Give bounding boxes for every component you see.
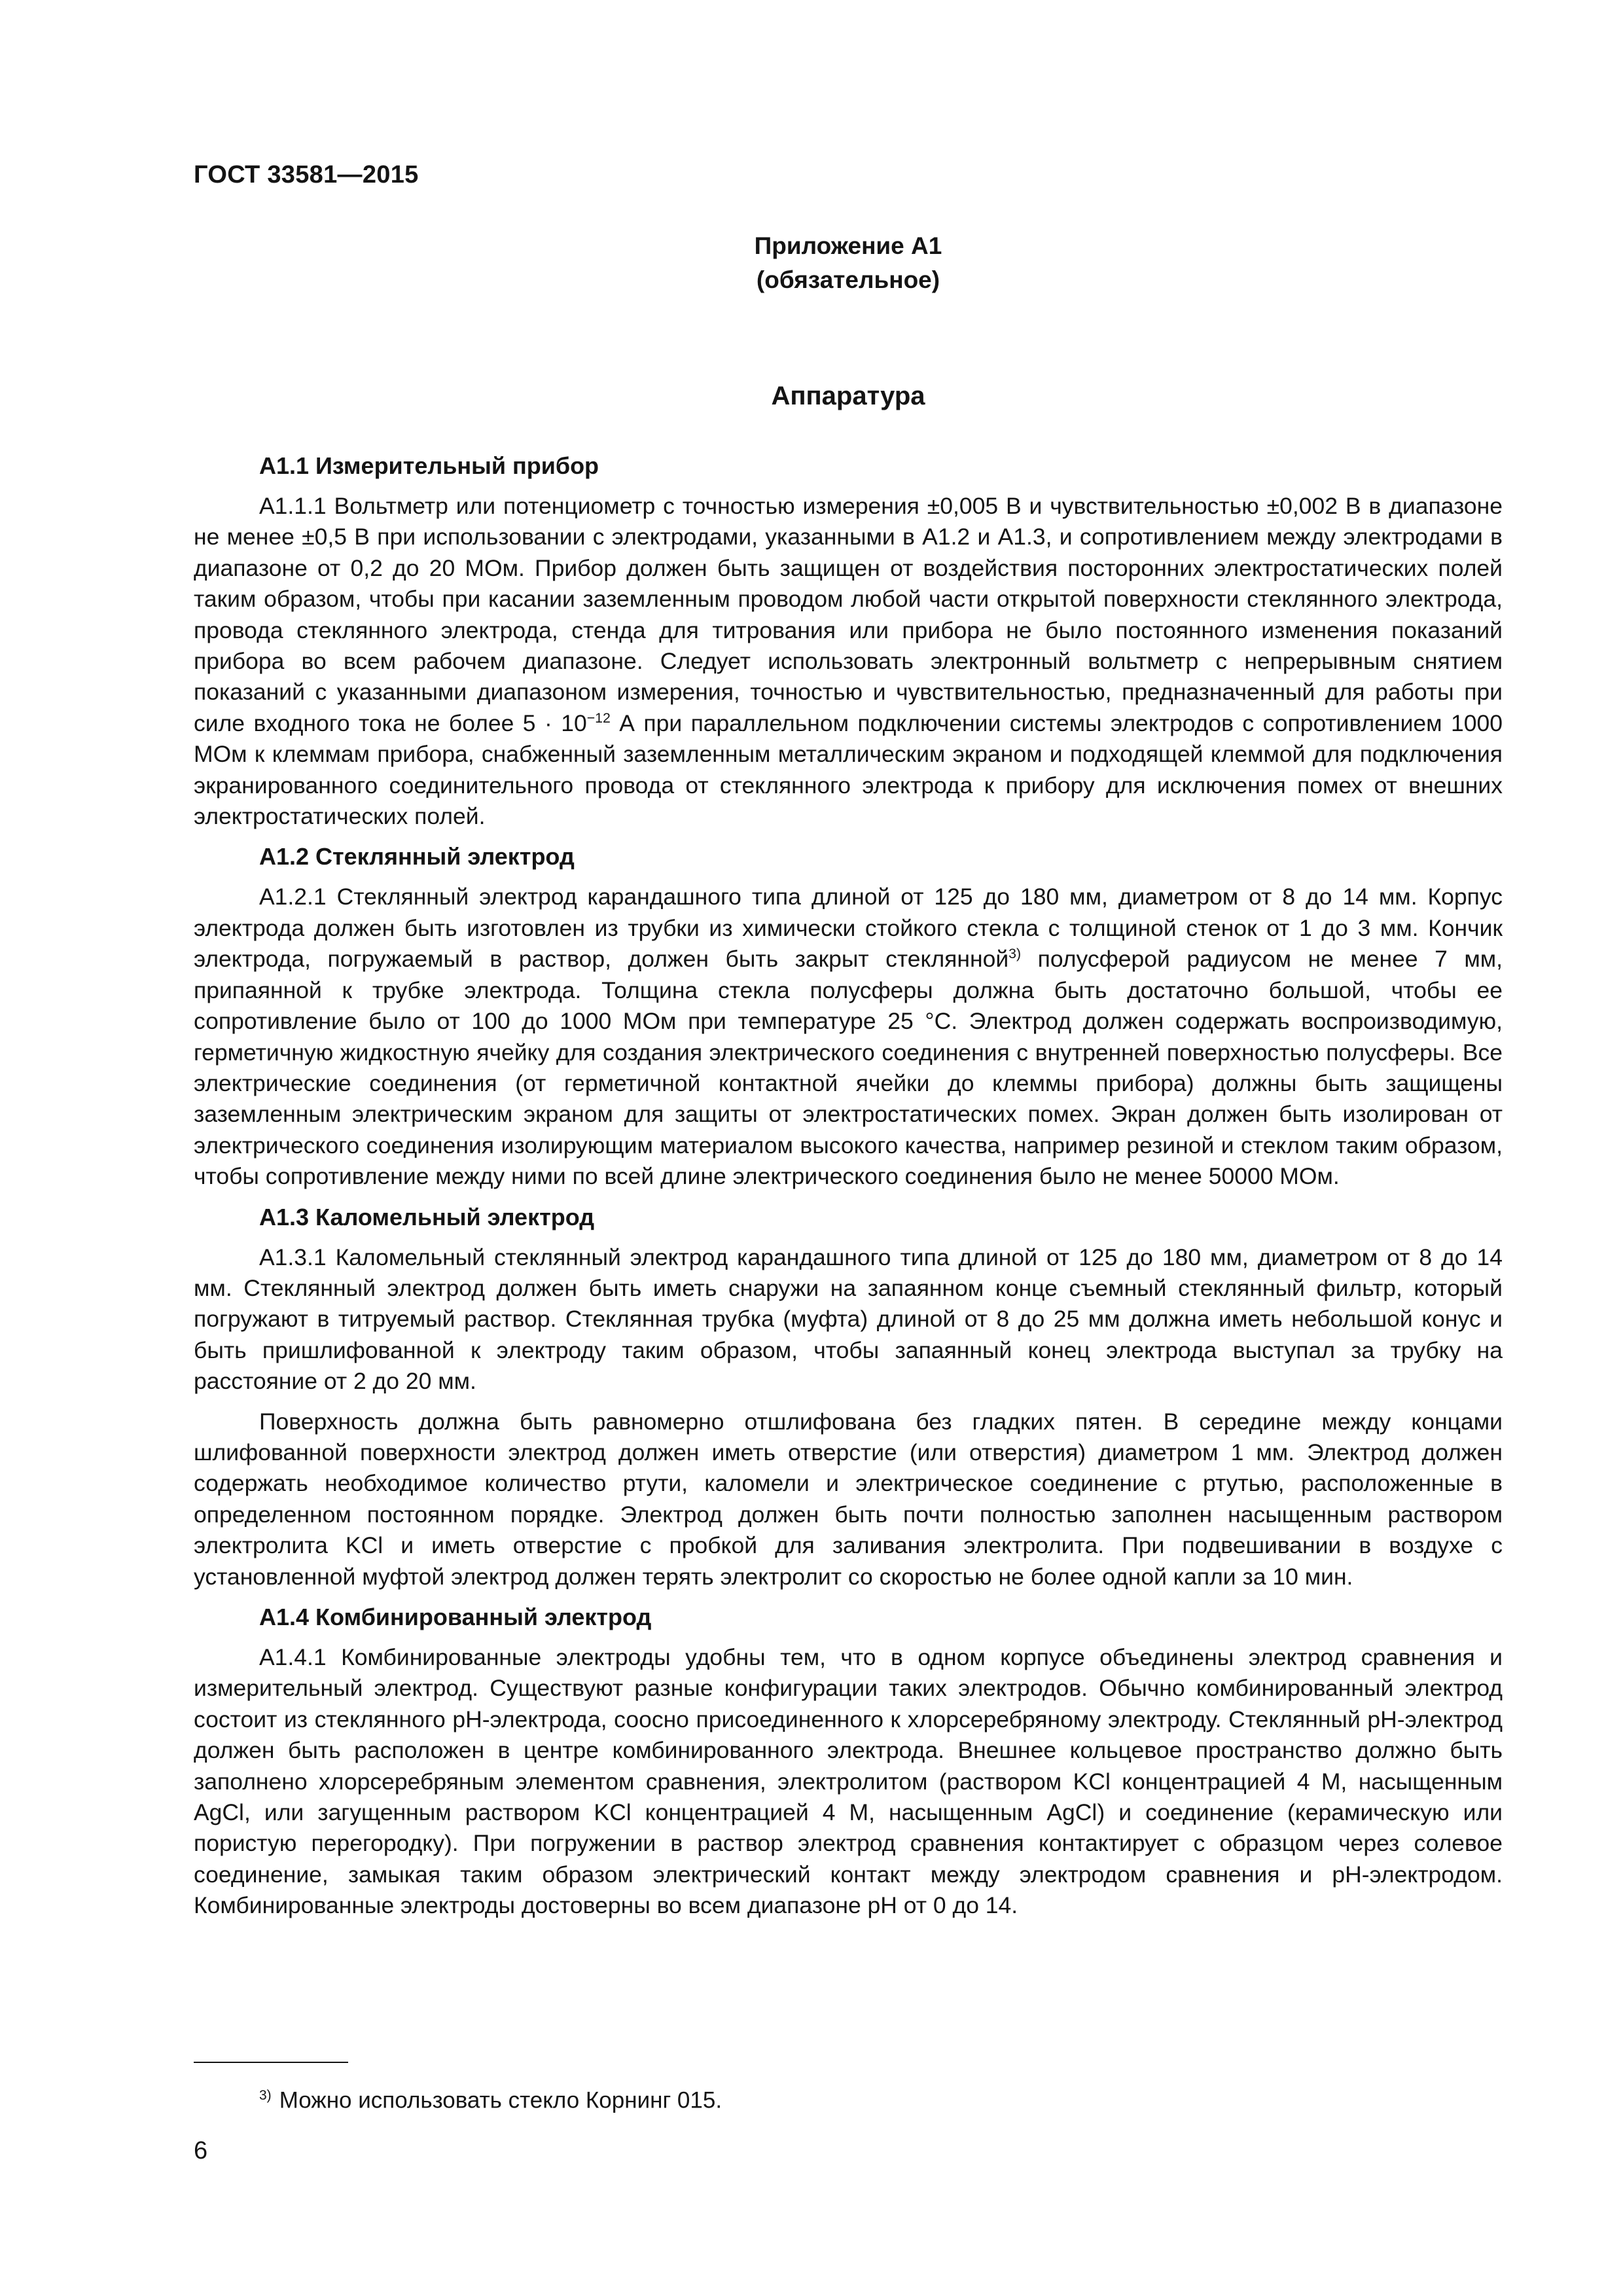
document-body xyxy=(194,450,1503,1931)
paragraph-a1-3-1: А1.3.1 Каломельный стеклянный электрод карандашного типа длиной от 125 до 180 мм, диаметром от 8 до 14 мм. Стеклянный электрод должен быть иметь снаружи на запаянном конце съемный стеклянный фильтр, который погружают в титруемый раствор. Стеклянная трубка (муфта) длиной от 8 до 25 мм должна иметь небольшой конус и быть пришлифованной к электроду таким образом, чтобы запаянный конец электрода выступал за трубку на расстояние от 2 до 20 мм. xyxy=(194,1244,1503,1395)
footnote-text: Можно использовать стекло Корнинг 015. xyxy=(279,2087,722,2113)
paragraph-a1-3-2: Поверхность должна быть равномерно отшлифована без гладких пятен. В середине между концами шлифованной поверхности электрод должен иметь отверстие (или отверстия) диаметром 1 мм. Электрод должен содержать необходимое количество ртути, каломели и электрическое соединение с ртутью, расположенные в определенном постоянном порядке. Электрод должен быть почти полностью заполнен насыщенным раствором электролита KCl и иметь отверстие с пробкой для заливания электролита. При подвешивании в воздухе с установленной муфтой электрод должен терять электролит со скоростью не более одной капли за 10 мин. xyxy=(194,1408,1503,1590)
appendix-title: Аппаратура xyxy=(771,382,925,410)
section-heading-a1-1: А1.1 Измерительный прибор xyxy=(259,452,599,479)
paragraph-a1-1-1 xyxy=(194,491,1503,832)
appendix-label: Приложение А1 xyxy=(754,232,942,259)
footnote-divider xyxy=(194,2062,348,2063)
section-heading-a1-4: А1.4 Комбинированный электрод xyxy=(259,1604,652,1630)
paragraph-a1-2-1 xyxy=(194,882,1503,1192)
standard-header: ГОСТ 33581—2015 xyxy=(194,161,419,188)
page-number: 6 xyxy=(194,2137,208,2164)
paragraph-text-tail: полусферой радиусом не менее 7 мм, припаянной к трубке электрода. Толщина стекла полусферы должна быть достаточно большой, чтобы ее сопротивление было от 100 до 1000 МОм при температуре 25 °С. Электрод должен содержать воспроизводимую, герметичную жидкостную ячейку для создания электрического соединения с внутренней поверхностью полусферы. Все электрические соединения (от герметичной контактной ячейки до клеммы прибора) должны быть защищены заземленным электрическим экраном для защиты от электростатических помех. Экран должен быть изолирован от электрического соединения изолирующим материалом высокого качества, например резиной и стеклом таким образом, чтобы сопротивление между ними по всей длине электрического соединения было не менее 50000 МОм. xyxy=(194,946,1503,1190)
section-heading-a1-3: А1.3 Каломельный электрод xyxy=(259,1203,595,1230)
section-heading-a1-2: А1.2 Стеклянный электрод xyxy=(259,843,575,870)
paragraph-text: А1.2.1 Стеклянный электрод карандашного типа длиной от 125 до 180 мм, диаметром от 8 до 14 мм. Корпус электрода должен быть изготовлен из трубки из химически стойкого стекла с толщиной стенок от 1 до 3 мм. Кончик электрода, погружаемый в раствор, должен быть закрыт стеклянной xyxy=(194,884,1503,973)
footnote-reference[interactable]: 3) xyxy=(1008,946,1022,962)
paragraph-text-tail: А при параллельном подключении системы электродов с сопротивлением 1000 МОм к клеммам прибора, снабженный заземленным металлическим экраном и подходящей клеммой для подключения экранированного соединительного провода от стеклянного электрода к прибору для исключения помех от внешних электростатических полей. xyxy=(194,709,1503,830)
paragraph-text: А1.1.1 Вольтметр или потенциометр с точностью измерения ±0,005 В и чувствительностью ±0,002 В в диапазоне не менее ±0,5 В при использовании с электродами, указанными в А1.2 и А1.3, и сопротивлением между электродами в диапазоне от 0,2 до 20 МОм. Прибор должен быть защищен от воздействия посторонних электростатических полей таким образом, чтобы при касании заземленным проводом любой части открытой поверхности стеклянного электрода, провода стеклянного электрода, стенда для титрования или прибора не было постоянного изменения показаний прибора во всем рабочем диапазоне. Следует использовать электронный вольтметр с непрерывным снятием показаний с указанными диапазоном измерения, точностью и чувствительностью, предназначенный для работы при силе входного тока не более 5 · 10 xyxy=(194,493,1503,736)
exponent: −12 xyxy=(586,710,611,726)
paragraph-a1-4-1: А1.4.1 Комбинированные электроды удобны тем, что в одном корпусе объединены электрод сравнения и измерительный электрод. Существуют разные конфигурации таких электродов. Обычно комбинированный электрод состоит из стеклянного pH-электрода, соосно присоединенного к хлорсеребряному электроду. Стеклянный pH-электрод должен быть расположен в центре комбинированного электрода. Внешнее кольцевое пространство должно быть заполнено хлорсеребряным элементом сравнения, электролитом (раствором KCl концентрацией 4 М, насыщенным AgCl, или загущенным раствором KCl концентрацией 4 М, насыщенным AgCl) и соединение (керамическую или пористую перегородку). При погружении в раствор электрод сравнения контактирует с образцом через солевое соединение, замыкая таким образом электрический контакт между электродом сравнения и pH-электродом. Комбинированные электроды достоверны во всем диапазоне pH от 0 до 14. xyxy=(194,1644,1503,1919)
appendix-status: (обязательное) xyxy=(756,266,940,293)
appendix-heading xyxy=(194,229,1503,297)
footnote-marker: 3) xyxy=(259,2088,272,2103)
footnote xyxy=(259,2080,722,2117)
